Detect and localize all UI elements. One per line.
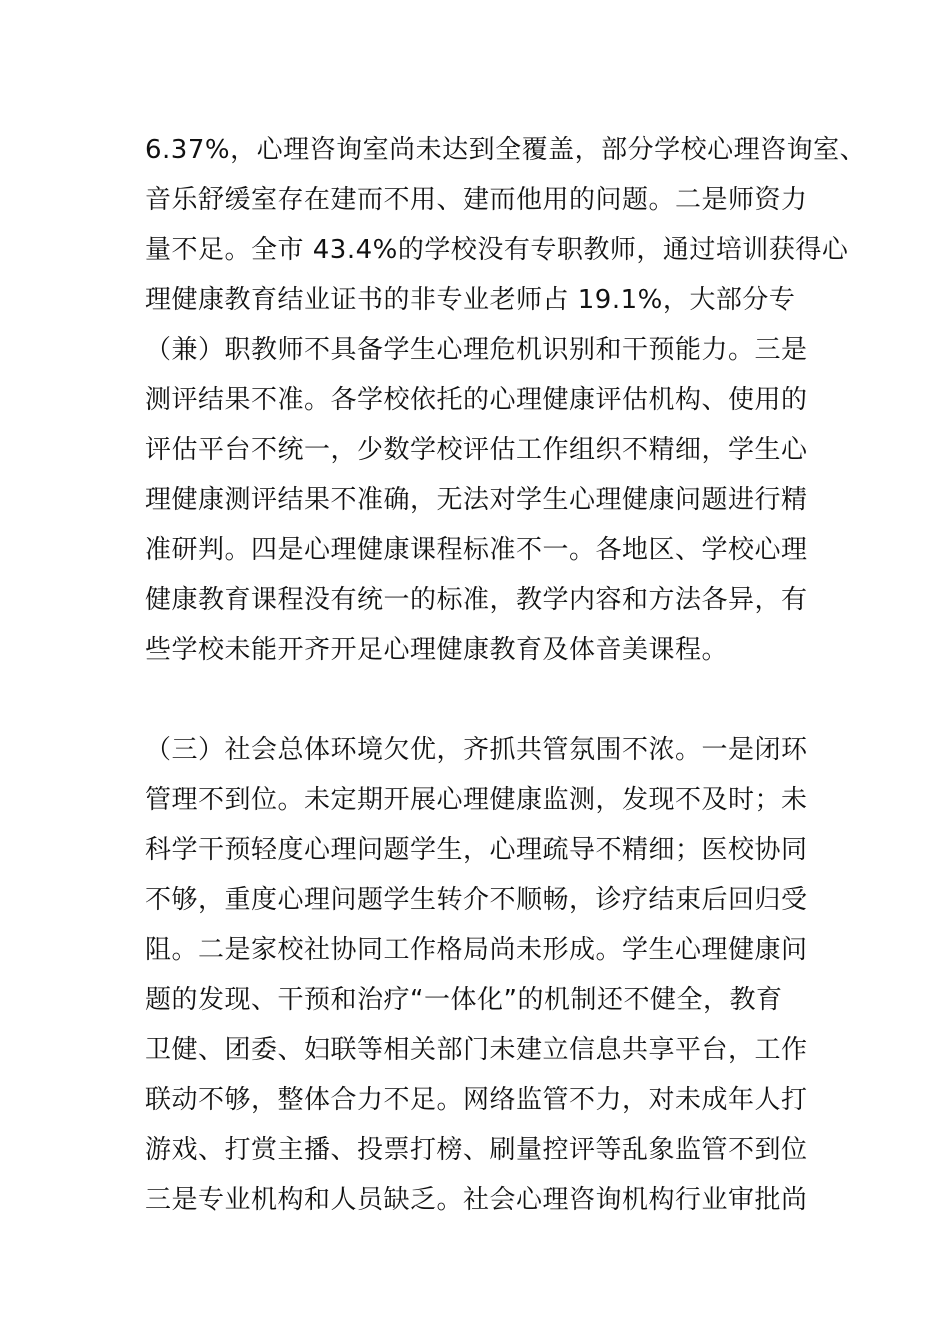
- text-line: 管理不到位。未定期开展心理健康监测，发现不及时；未: [145, 785, 808, 815]
- text-line: 音乐舒缓室存在建而不用、建而他用的问题。二是师资力: [145, 185, 808, 215]
- text-line: 6.37%，心理咨询室尚未达到全覆盖，部分学校心理咨询室、: [145, 135, 867, 165]
- text-line: 游戏、打赏主播、投票打榜、刷量控评等乱象监管不到位: [145, 1135, 808, 1165]
- text-line: 测评结果不准。各学校依托的心理健康评估机构、使用的: [145, 385, 808, 415]
- text-line: 联动不够，整体合力不足。网络监管不力，对未成年人打: [145, 1085, 808, 1115]
- text-line: 健康教育课程没有统一的标准，教学内容和方法各异，有: [145, 585, 808, 615]
- text-line: 卫健、团委、妇联等相关部门未建立信息共享平台，工作: [145, 1035, 808, 1065]
- text-line: 些学校未能开齐开足心理健康教育及体音美课程。: [145, 635, 729, 665]
- text-line: 评估平台不统一，少数学校评估工作组织不精细，学生心: [145, 435, 808, 465]
- text-line: 不够，重度心理问题学生转介不顺畅，诊疗结束后回归受: [145, 885, 808, 915]
- text-line: 准研判。四是心理健康课程标准不一。各地区、学校心理: [145, 535, 808, 565]
- text-line: 题的发现、干预和治疗“一体化”的机制还不健全，教育: [145, 985, 783, 1015]
- text-line: 阻。二是家校社协同工作格局尚未形成。学生心理健康问: [145, 935, 808, 965]
- text-line: 理健康测评结果不准确，无法对学生心理健康问题进行精: [145, 485, 808, 515]
- text-line: （三）社会总体环境欠优，齐抓共管氛围不浓。一是闭环: [145, 735, 808, 765]
- text-line: （兼）职教师不具备学生心理危机识别和干预能力。三是: [145, 335, 808, 365]
- text-line: 量不足。全市 43.4%的学校没有专职教师，通过培训获得心: [145, 235, 849, 265]
- text-line: 理健康教育结业证书的非专业老师占 19.1%，大部分专: [145, 285, 796, 315]
- text-line: 科学干预轻度心理问题学生，心理疏导不精细；医校协同: [145, 835, 808, 865]
- text-line: 三是专业机构和人员缺乏。社会心理咨询机构行业审批尚: [145, 1185, 808, 1215]
